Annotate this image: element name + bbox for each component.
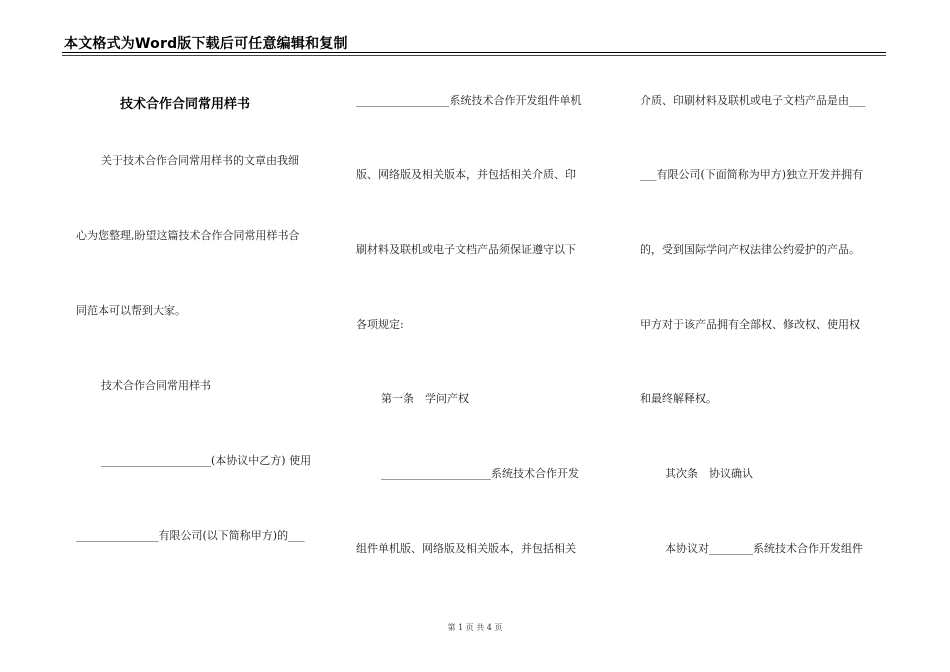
- left-line-3: 同范本可以帮到大家。: [76, 304, 186, 317]
- right-line-3: 的，受到国际学问产权法律公约爱护的产品。: [640, 243, 860, 256]
- left-line-5: ____________________(本协议中乙方) 使用: [101, 454, 312, 467]
- page-footer: 第 1 页 共 4 页: [447, 623, 503, 632]
- right-line-1: 介质、印刷材料及联机或电子文档产品是由___: [640, 94, 866, 107]
- right-line-7: 本协议对________系统技术合作开发组件: [665, 542, 863, 555]
- document-title: 技术合作合同常用样书: [120, 97, 251, 112]
- right-line-2: ___有限公司(下面简称为甲方)独立开发并拥有: [640, 168, 864, 181]
- middle-line-7: 组件单机版、网络版及相关版本，并包括相关: [356, 542, 576, 555]
- left-line-1: 关于技术合作合同常用样书的文章由我细: [101, 154, 299, 167]
- middle-line-5: 第一条 学问产权: [381, 392, 469, 405]
- right-line-4: 甲方对于该产品拥有全部权、修改权、使用权: [640, 318, 860, 331]
- middle-line-2: 版、网络版及相关版本，并包括相关介质、印: [356, 168, 576, 181]
- left-line-6: _______________有限公司(以下简称甲方)的___: [76, 529, 305, 542]
- middle-line-1: _________________系统技术合作开发组件单机: [356, 94, 582, 107]
- header-rule-top: [62, 52, 886, 53]
- middle-line-3: 刷材料及联机或电子文档产品须保证遵守以下: [356, 243, 576, 256]
- left-line-4: 技术合作合同常用样书: [101, 379, 211, 392]
- middle-line-6: ____________________系统技术合作开发: [381, 467, 579, 480]
- header-rule-bottom: [62, 55, 886, 56]
- left-line-2: 心为您整理,盼望这篇技术合作合同常用样书合: [76, 229, 300, 242]
- middle-line-4: 各项规定:: [356, 318, 404, 331]
- right-line-6: 其次条 协议确认: [665, 467, 753, 480]
- right-line-5: 和最终解释权。: [640, 392, 717, 405]
- header-banner: 本文格式为Word版下载后可任意编辑和复制: [64, 36, 348, 52]
